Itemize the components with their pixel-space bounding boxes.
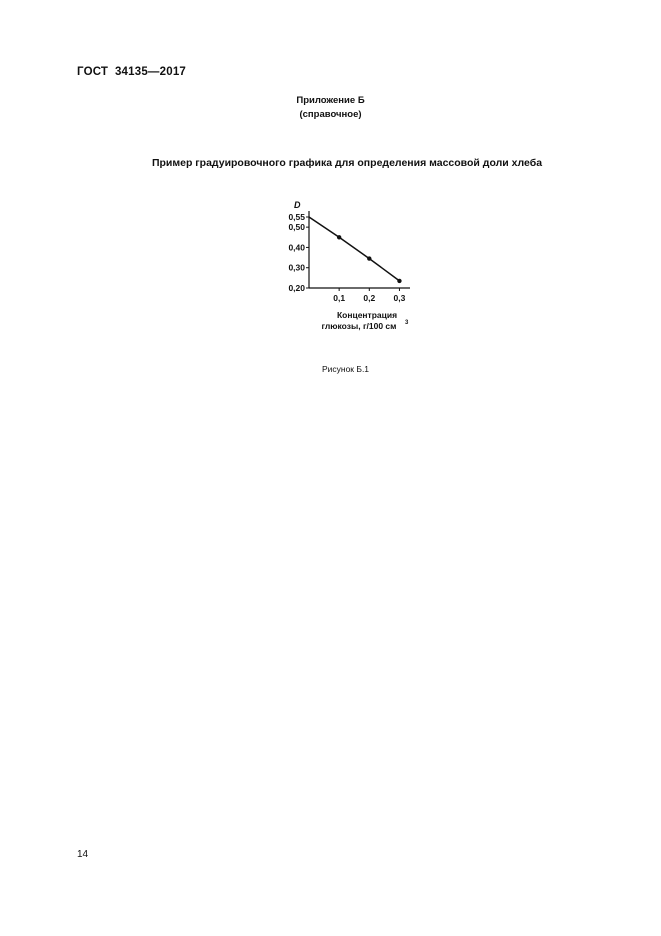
y-axis-ticks (288, 212, 309, 293)
series-line (309, 217, 399, 281)
section-heading: Пример градуировочного графика для определения массовой доли хлеба (151, 157, 543, 169)
y-tick-label: 0,30 (288, 262, 305, 273)
data-point (367, 256, 371, 260)
x-axis-label-superscript: 3 (405, 320, 409, 326)
data-point (337, 235, 341, 239)
chart-axes (309, 211, 410, 288)
y-tick-label: 0,50 (288, 222, 305, 233)
x-tick-label: 0,1 (333, 293, 346, 303)
figure-caption: Рисунок Б.1 (321, 364, 370, 374)
x-axis-label-line1: Концентрация (336, 310, 398, 320)
appendix-type: (справочное) (299, 109, 362, 120)
x-axis-ticks (333, 288, 405, 303)
y-tick-label: 0,40 (288, 242, 305, 253)
y-axis-label: D (294, 200, 301, 210)
data-point (397, 279, 401, 283)
y-tick-label: 0,55 (288, 212, 305, 222)
x-axis-label-line2: глюкозы, г/100 см (321, 321, 397, 331)
y-tick-label: 0,20 (288, 283, 305, 293)
page-number: 14 (77, 849, 89, 860)
appendix-header (0, 94, 661, 122)
appendix-title: Приложение Б (296, 95, 365, 106)
chart-series (309, 217, 399, 281)
x-tick-label: 0,2 (363, 293, 376, 303)
x-tick-label: 0,3 (393, 293, 406, 303)
calibration-chart (270, 195, 430, 340)
document-code: ГОСТ 34135—2017 (77, 66, 187, 78)
